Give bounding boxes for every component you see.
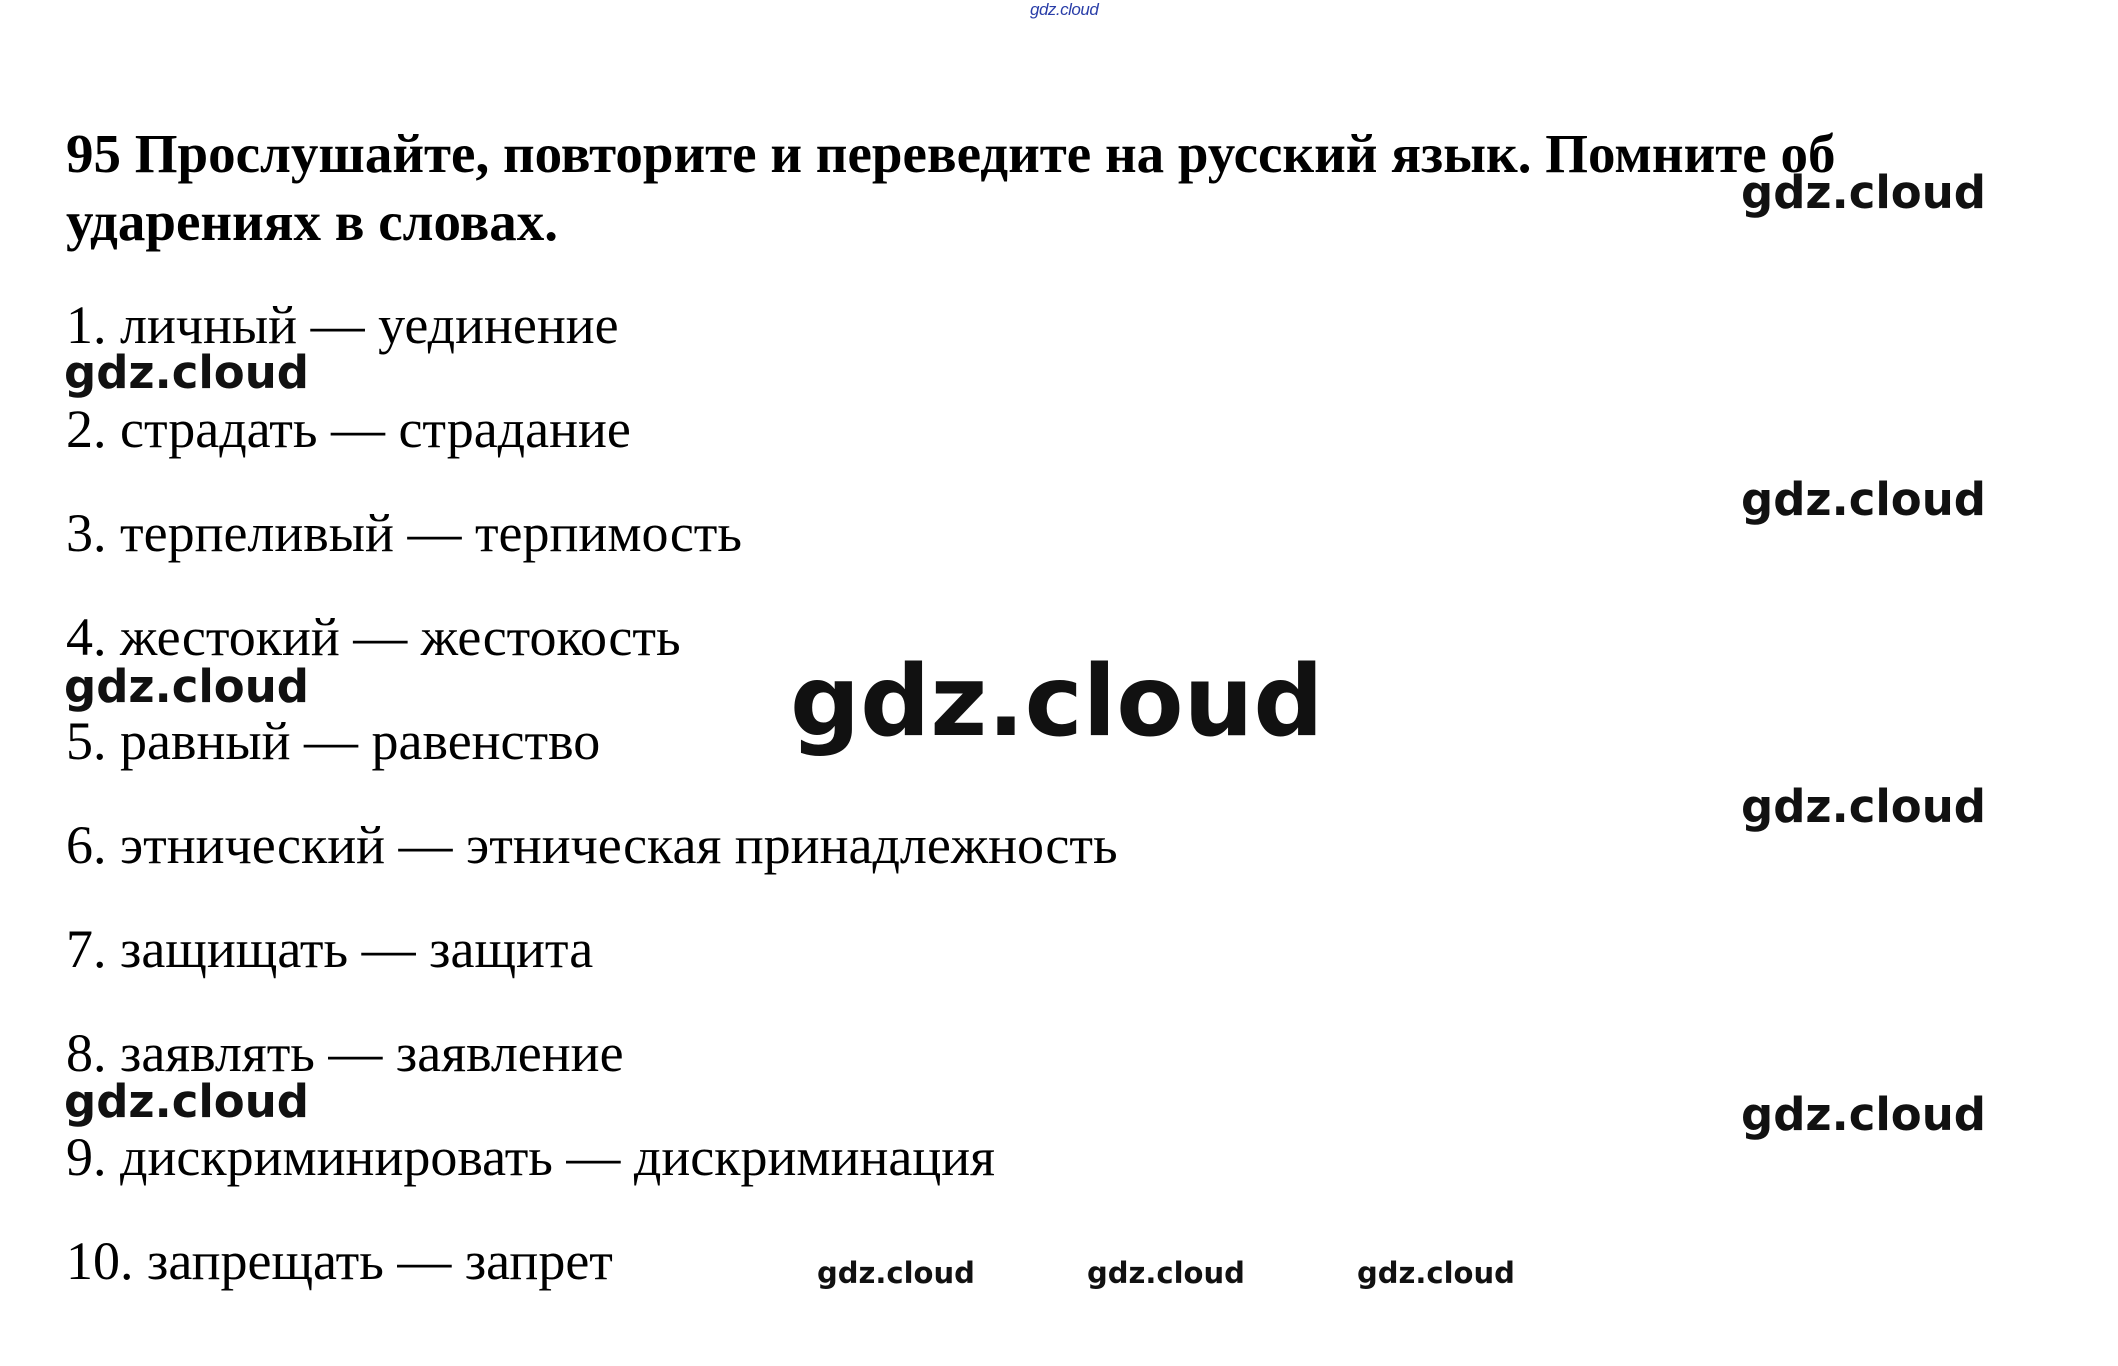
- watermark: gdz.cloud: [1741, 166, 1986, 219]
- watermark: gdz.cloud: [64, 660, 309, 713]
- header-watermark: gdz.cloud: [1030, 0, 1099, 19]
- watermark: gdz.cloud: [1741, 780, 1986, 833]
- list-item: 1. личный — уединение: [66, 295, 619, 355]
- watermark: gdz.cloud: [64, 346, 309, 399]
- watermark-large: gdz.cloud: [790, 645, 1324, 759]
- watermark: gdz.cloud: [1741, 1088, 1986, 1141]
- list-item: 4. жестокий — жестокость: [66, 607, 681, 667]
- watermark: gdz.cloud: [64, 1075, 309, 1128]
- list-item: 8. заявлять — заявление: [66, 1023, 624, 1083]
- list-item: 10. запрещать — запрет: [66, 1231, 613, 1291]
- list-item: 9. дискриминировать — дискриминация: [66, 1127, 995, 1187]
- list-item: 3. терпеливый — терпимость: [66, 503, 743, 563]
- list-item: 5. равный — равенство: [66, 711, 601, 771]
- watermark: gdz.cloud: [1741, 473, 1986, 526]
- list-item: 7. защищать — защита: [66, 919, 594, 979]
- watermark-small: gdz.cloud: [817, 1256, 975, 1290]
- watermark-small: gdz.cloud: [1087, 1256, 1245, 1290]
- watermark-small: gdz.cloud: [1357, 1256, 1515, 1290]
- task-heading: 95 Прослушайте, повторите и переведите на русский язык. Помните об ударениях в словах.: [66, 123, 1836, 252]
- list-item: 2. страдать — страдание: [66, 399, 631, 459]
- list-item: 6. этнический — этническая принадлежность: [66, 815, 1118, 875]
